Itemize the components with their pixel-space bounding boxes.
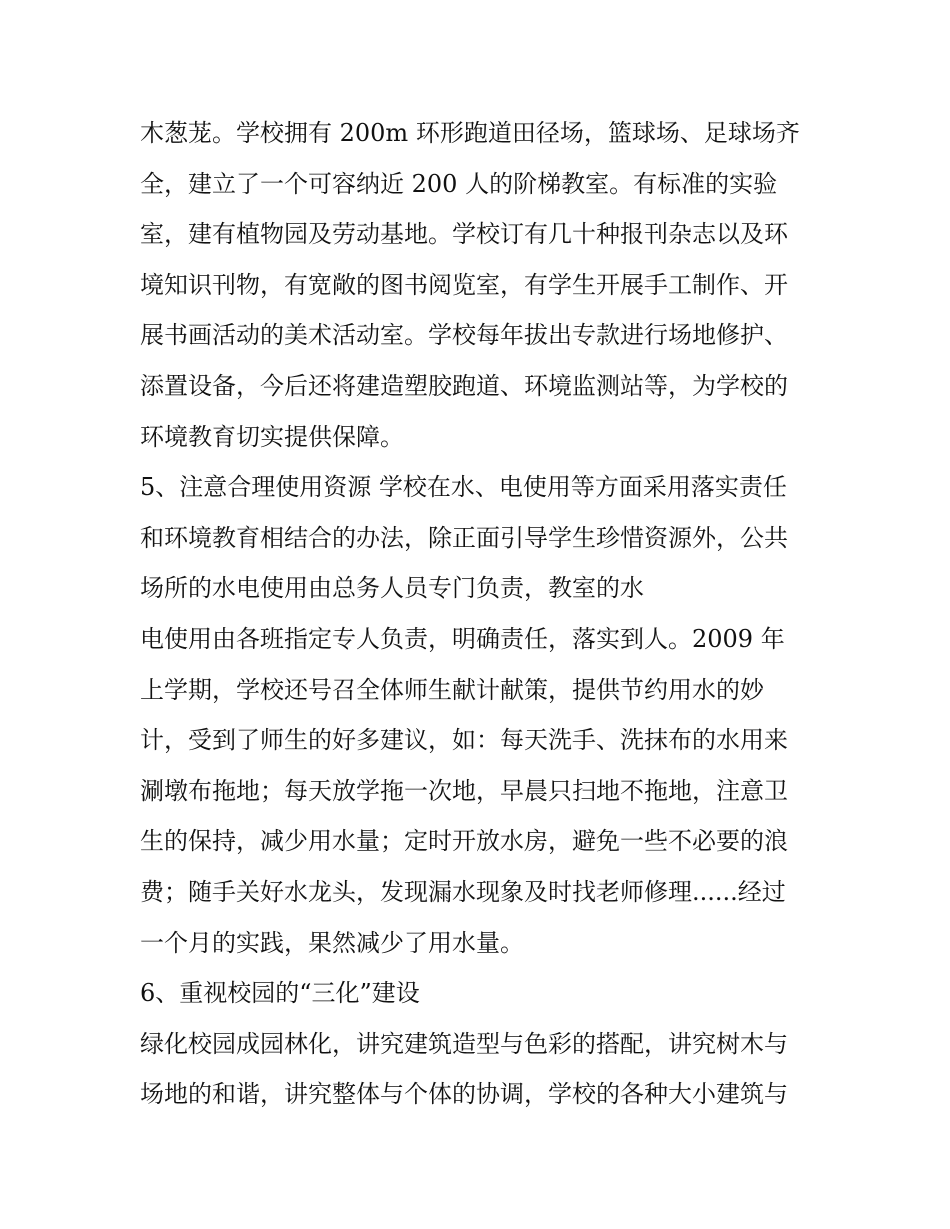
text-line: 室，建有植物园及劳动基地。学校订有几十种报刊杂志以及环 [140, 220, 788, 249]
text-line: 添置设备，今后还将建造塑胶跑道、环境监测站等，为学校的 [140, 371, 788, 400]
text-line: 场所的水电使用由总务人员专门负责，教室的水 [140, 574, 644, 603]
text-line: 电使用由各班指定专人负责，明确责任，落实到人。2009 年 [140, 624, 785, 653]
text-line: 场地的和谐，讲究整体与个体的协调，学校的各种大小建筑与 [140, 1080, 788, 1109]
text-line: 展书画活动的美术活动室。学校每年拔出专款进行场地修护、 [140, 321, 788, 350]
text-line: 木葱茏。学校拥有 200m 环形跑道田径场，篮球场、足球场齐 [140, 119, 800, 147]
text-line: 上学期，学校还号召全体师生献计献策，提供节约用水的妙 [140, 675, 764, 704]
text-line: 环境教育切实提供保障。 [140, 422, 404, 451]
text-line: 涮墩布拖地；每天放学拖一次地，早晨只扫地不拖地，注意卫 [140, 776, 788, 805]
text-line: 境知识刊物，有宽敞的图书阅览室，有学生开展手工制作、开 [140, 270, 788, 299]
text-line: 和环境教育相结合的办法，除正面引导学生珍惜资源外，公共 [140, 523, 788, 552]
body-text [140, 108, 820, 1120]
text-line: 全，建立了一个可容纳近 200 人的阶梯教室。有标准的实验 [140, 169, 778, 198]
section-heading-6: 6、重视校园的“三化”建设 [140, 979, 420, 1008]
text-line: 计，受到了师生的好多建议，如：每天洗手、洗抹布的水用来 [140, 726, 788, 755]
text-line: 生的保持，减少用水量；定时开放水房，避免一些不必要的浪 [140, 827, 788, 856]
section-heading-5: 5、注意合理使用资源 学校在水、电使用等方面采用落实责任 [140, 473, 787, 502]
text-line: 一个月的实践，果然减少了用水量。 [140, 928, 524, 957]
text-line: 费；随手关好水龙头，发现漏水现象及时找老师修理......经过 [140, 877, 786, 906]
text-line: 绿化校园成园林化，讲究建筑造型与色彩的搭配，讲究树木与 [140, 1029, 788, 1058]
